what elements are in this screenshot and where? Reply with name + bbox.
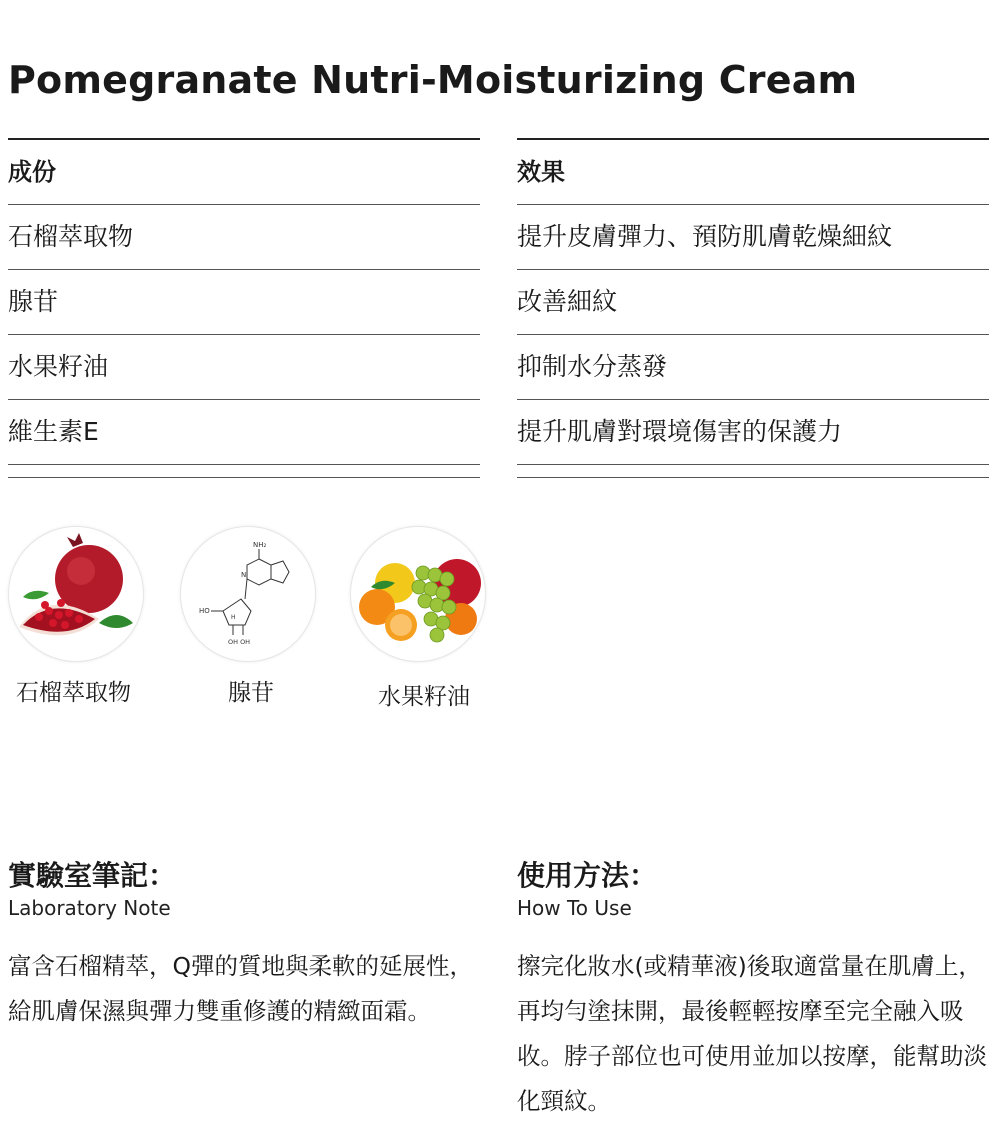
lab-note-body: 富含石榴精萃，Q彈的質地與柔軟的延展性，給肌膚保濕與彈力雙重修護的精緻面霜。 bbox=[8, 952, 473, 1025]
ingredient-item: 維生素E bbox=[8, 400, 480, 465]
ingredients-heading: 成份 bbox=[8, 140, 480, 205]
how-to-use-body: 擦完化妝水(或精華液)後取適當量在肌膚上，再均勻塗抹開，最後輕輕按摩至完全融入吸收。脖子部位也可使用並加以按摩，能幫助淡化頸紋。 bbox=[517, 952, 987, 1115]
effect-item: 提升皮膚彈力、預防肌膚乾燥細紋 bbox=[517, 205, 989, 270]
icon-label: 水果籽油 bbox=[378, 684, 470, 710]
divider bbox=[8, 465, 480, 478]
lab-note-subheading: Laboratory Note bbox=[8, 896, 171, 920]
how-to-use bbox=[517, 858, 992, 1124]
how-to-use-heading: 使用方法： bbox=[517, 859, 658, 892]
laboratory-note bbox=[8, 858, 483, 1034]
fruits-icon bbox=[350, 526, 486, 662]
icon-label: 石榴萃取物 bbox=[16, 680, 131, 706]
lab-note-heading: 實驗室筆記： bbox=[8, 859, 177, 892]
icon-label: 腺苷 bbox=[228, 680, 274, 706]
pomegranate-icon bbox=[8, 526, 144, 662]
adenosine-label: HO bbox=[199, 607, 210, 615]
adenosine-label: N bbox=[241, 571, 247, 579]
effect-item: 改善細紋 bbox=[517, 270, 989, 335]
effect-item: 提升肌膚對環境傷害的保護力 bbox=[517, 400, 989, 465]
how-to-use-subheading: How To Use bbox=[517, 896, 632, 920]
adenosine-structure-icon bbox=[180, 526, 316, 662]
adenosine-label: OH OH bbox=[228, 638, 251, 646]
divider bbox=[517, 465, 989, 478]
effects-heading: 效果 bbox=[517, 140, 989, 205]
ingredient-item: 腺苷 bbox=[8, 270, 480, 335]
ingredient-item: 水果籽油 bbox=[8, 335, 480, 400]
effect-item: 抑制水分蒸發 bbox=[517, 335, 989, 400]
adenosine-label: H bbox=[231, 614, 236, 621]
adenosine-label: NH₂ bbox=[253, 541, 267, 549]
effects-table bbox=[517, 138, 989, 478]
ingredients-table bbox=[8, 138, 480, 478]
ingredient-item: 石榴萃取物 bbox=[8, 205, 480, 270]
product-title: Pomegranate Nutri-Moisturizing Cream bbox=[8, 58, 858, 102]
